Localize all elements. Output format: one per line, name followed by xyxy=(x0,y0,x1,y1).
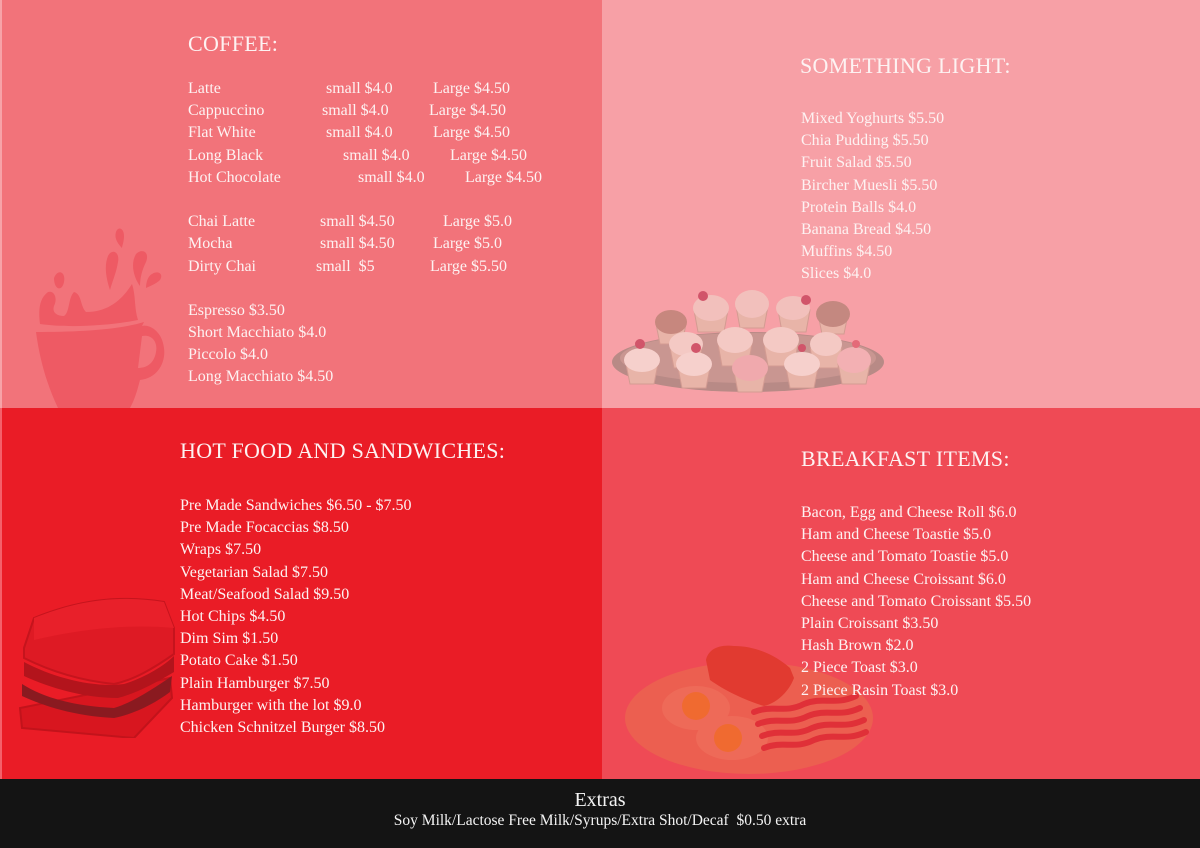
small-price: small $4.0 xyxy=(358,168,425,186)
menu-item: Chicken Schnitzel Burger $8.50 xyxy=(180,718,385,736)
small-price: small $4.0 xyxy=(326,124,393,142)
small-price: small $4.50 xyxy=(320,235,395,253)
menu-item: Espresso $3.50 xyxy=(188,301,285,319)
large-price: Large $4.50 xyxy=(450,146,528,164)
coffee-cup-splash-icon xyxy=(18,212,168,408)
menu-item: Plain Croissant $3.50 xyxy=(801,614,939,632)
breakfast-heading: BREAKFAST ITEMS: xyxy=(801,446,1010,471)
coffee-list xyxy=(188,78,543,389)
menu-item: Cheese and Tomato Toastie $5.0 xyxy=(801,548,1009,566)
menu-item xyxy=(188,167,543,189)
item-name: Flat White xyxy=(188,124,256,142)
menu-item: Mixed Yoghurts $5.50 xyxy=(801,110,945,127)
hot-food-heading: HOT FOOD AND SANDWICHES: xyxy=(180,438,506,463)
menu-item: Ham and Cheese Croissant $6.0 xyxy=(801,570,1006,588)
menu-item: Dim Sim $1.50 xyxy=(180,630,279,648)
something-light-heading: SOMETHING LIGHT: xyxy=(800,53,1011,78)
menu-item: Pre Made Focaccias $8.50 xyxy=(180,519,349,537)
menu-item: 2 Piece Toast $3.0 xyxy=(801,659,918,677)
menu-item xyxy=(188,233,503,255)
menu-item: Long Macchiato $4.50 xyxy=(188,368,334,386)
menu-item xyxy=(188,145,528,167)
menu-item: Piccolo $4.0 xyxy=(188,346,268,364)
menu-item: Slices $4.0 xyxy=(801,265,872,283)
menu-item: Plain Hamburger $7.50 xyxy=(180,674,330,692)
menu-item: Protein Balls $4.0 xyxy=(801,198,917,216)
menu-item: 2 Piece Rasin Toast $3.0 xyxy=(801,681,959,699)
menu-item: Potato Cake $1.50 xyxy=(180,652,298,670)
large-price: Large $4.50 xyxy=(433,124,511,142)
small-price: small $4.0 xyxy=(322,102,389,120)
hot-food-section xyxy=(0,408,602,779)
menu-item xyxy=(188,211,513,233)
item-name: Mocha xyxy=(188,235,233,253)
item-name: Dirty Chai xyxy=(188,257,256,275)
large-price: Large $4.50 xyxy=(429,102,507,120)
menu-item xyxy=(188,78,511,100)
menu-item: Banana Bread $4.50 xyxy=(801,220,932,238)
menu-item: Short Macchiato $4.0 xyxy=(188,324,327,342)
small-price: small $4.50 xyxy=(320,213,395,231)
item-name: Hot Chocolate xyxy=(188,168,281,186)
menu-item xyxy=(188,256,508,278)
menu-item xyxy=(188,100,507,122)
cupcake-platter-icon xyxy=(610,284,886,408)
something-light-section xyxy=(602,0,1200,408)
hot-food-list xyxy=(180,495,412,739)
extras-line: Soy Milk/Lactose Free Milk/Syrups/Extra Shot/Decaf $0.50 extra xyxy=(393,812,807,829)
item-name: Chai Latte xyxy=(188,213,256,231)
menu-item: Fruit Salad $5.50 xyxy=(801,154,912,172)
sandwich-icon xyxy=(14,588,176,738)
small-price: small $4.0 xyxy=(343,146,410,164)
menu-item: Vegetarian Salad $7.50 xyxy=(180,563,328,581)
menu-item: Hot Chips $4.50 xyxy=(180,607,286,625)
menu-item: Meat/Seafood Salad $9.50 xyxy=(180,585,350,603)
extras-footer xyxy=(0,779,1200,848)
large-price: Large $5.0 xyxy=(443,213,513,231)
menu-item: Chia Pudding $5.50 xyxy=(801,132,929,150)
small-price: small $5 xyxy=(316,257,375,275)
menu-item: Pre Made Sandwiches $6.50 - $7.50 xyxy=(180,497,412,514)
item-name: Cappuccino xyxy=(188,102,265,120)
large-price: Large $5.0 xyxy=(433,235,503,253)
breakfast-list xyxy=(801,502,1031,702)
menu-item: Muffins $4.50 xyxy=(801,243,893,261)
menu-item: Wraps $7.50 xyxy=(180,541,262,559)
menu-item: Ham and Cheese Toastie $5.0 xyxy=(801,526,992,544)
menu-item xyxy=(188,122,511,144)
large-price: Large $5.50 xyxy=(430,257,508,275)
small-price: small $4.0 xyxy=(326,80,393,97)
menu-item: Hamburger with the lot $9.0 xyxy=(180,696,362,714)
large-price: Large $4.50 xyxy=(433,80,511,97)
coffee-section xyxy=(0,0,602,408)
item-name: Long Black xyxy=(188,146,264,164)
extras-title: Extras xyxy=(574,789,626,811)
coffee-heading: COFFEE: xyxy=(188,31,279,56)
menu-item: Hash Brown $2.0 xyxy=(801,637,914,655)
large-price: Large $4.50 xyxy=(465,168,543,186)
menu-item: Bacon, Egg and Cheese Roll $6.0 xyxy=(801,504,1017,521)
something-light-list xyxy=(801,108,944,286)
breakfast-section xyxy=(602,408,1200,779)
menu-item: Cheese and Tomato Croissant $5.50 xyxy=(801,592,1032,610)
item-name: Latte xyxy=(188,80,221,97)
menu-item: Bircher Muesli $5.50 xyxy=(801,176,938,194)
